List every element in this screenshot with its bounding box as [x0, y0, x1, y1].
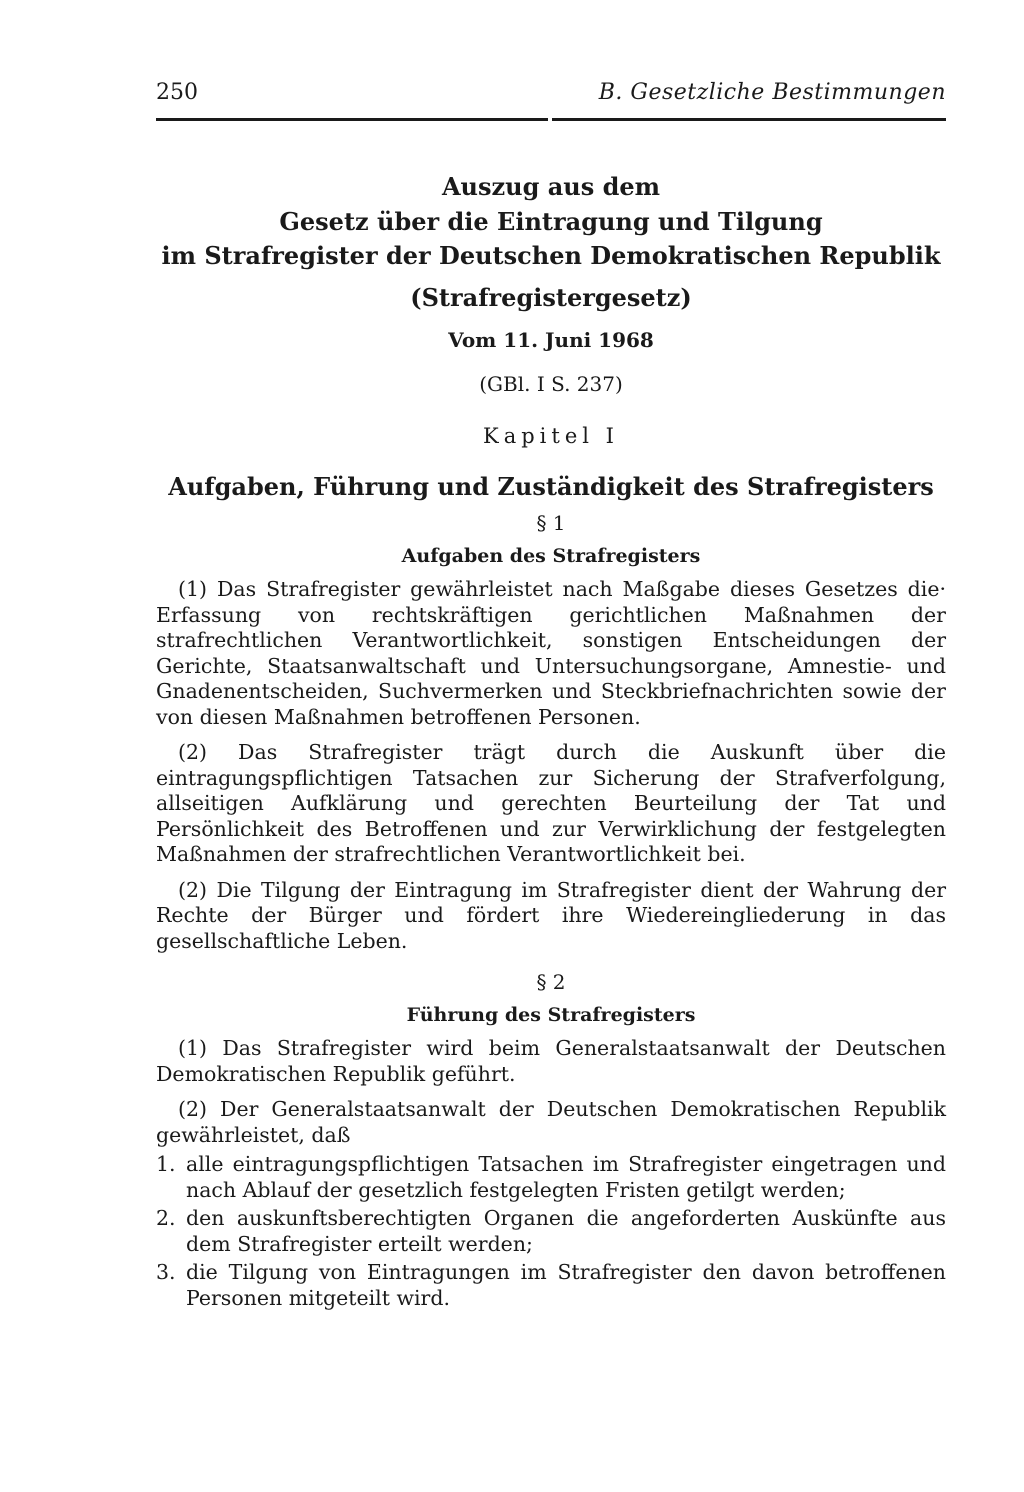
document-page — [156, 80, 946, 1311]
section-number: § 2 — [536, 970, 566, 994]
list-item-number: 2. — [156, 1206, 176, 1230]
list-item-text: den auskunftsberechtigten Organen die angeforderten Auskünfte aus dem Strafregister erteilt werden; — [186, 1206, 946, 1256]
paragraph: (1) Das Strafregister gewährleistet nach Maßgabe dieses Gesetzes die· Erfassung von rechtskräftigen gerichtlichen Maßnahmen der strafrechtlichen Verantwortlichkeit, sonstigen Entscheidungen der Gerichte, Staatsanwaltschaft und Untersuchungsorgane, Amnestie- und Gnadenentscheiden, Suchvermerken und Steckbriefnachrichten sowie der von diesen Maßnahmen betroffenen Personen. — [156, 577, 946, 729]
list-item-number: 1. — [156, 1152, 176, 1176]
list-item-number: 3. — [156, 1260, 176, 1284]
law-date: Vom 11. Juni 1968 — [448, 328, 654, 352]
list-item-text: alle eintragungspflichtigen Tatsachen im Strafregister eingetragen und nach Ablauf der gesetzlich festgelegten Fristen getilgt werden; — [186, 1152, 946, 1202]
law-short-name: (Strafregistergesetz) — [410, 283, 692, 312]
list-item — [156, 1206, 946, 1257]
section-1 — [156, 511, 946, 954]
page-number: 250 — [156, 80, 198, 105]
header-rule-right — [552, 118, 946, 121]
paragraph: (1) Das Strafregister wird beim Generalstaatsanwalt der Deutschen Demokratischen Republik geführt. — [156, 1036, 946, 1086]
gazette-reference: (GBl. I S. 237) — [479, 372, 623, 396]
title-block — [156, 169, 946, 501]
paragraph: (2) Das Strafregister trägt durch die Auskunft über die eintragungspflichtigen Tatsachen zur Sicherung der Strafverfolgung, allseitigen Aufklärung und gerechten Beurteilung der Tat und Persönlichkeit des Betroffenen und zur Verwirklichung der festgelegten Maßnahmen der strafrechtlichen Verantwortlichkeit bei. — [156, 740, 946, 866]
section-2 — [156, 970, 946, 1311]
list-item — [156, 1152, 946, 1203]
page-header — [156, 80, 946, 114]
paragraph: (2) Der Generalstaatsanwalt der Deutschen Demokratischen Republik gewährleistet, daß — [156, 1097, 946, 1147]
running-title: B. Gesetzliche Bestimmungen — [598, 80, 946, 105]
section-title: Führung des Strafregisters — [406, 1004, 696, 1026]
section-title: Aufgaben des Strafregisters — [401, 545, 701, 567]
title-line-2: Gesetz über die Eintragung und Tilgung — [279, 207, 823, 236]
chapter-title: Aufgaben, Führung und Zuständigkeit des Strafregisters — [168, 472, 934, 501]
header-rule-left — [156, 118, 548, 121]
section-number: § 1 — [536, 511, 566, 535]
title-line-1: Auszug aus dem — [441, 172, 661, 201]
chapter-label: Kapitel I — [483, 424, 619, 448]
list-item — [156, 1260, 946, 1311]
header-rule — [156, 118, 946, 121]
title-line-3: im Strafregister der Deutschen Demokratischen Republik — [161, 241, 941, 270]
list-item-text: die Tilgung von Eintragungen im Strafregister den davon betroffenen Personen mitgeteilt wird. — [186, 1260, 946, 1310]
numbered-list — [156, 1152, 946, 1311]
paragraph: (2) Die Tilgung der Eintragung im Strafregister dient der Wahrung der Rechte der Bürger und fördert ihre Wiedereingliederung in das gesellschaftliche Leben. — [156, 877, 946, 953]
